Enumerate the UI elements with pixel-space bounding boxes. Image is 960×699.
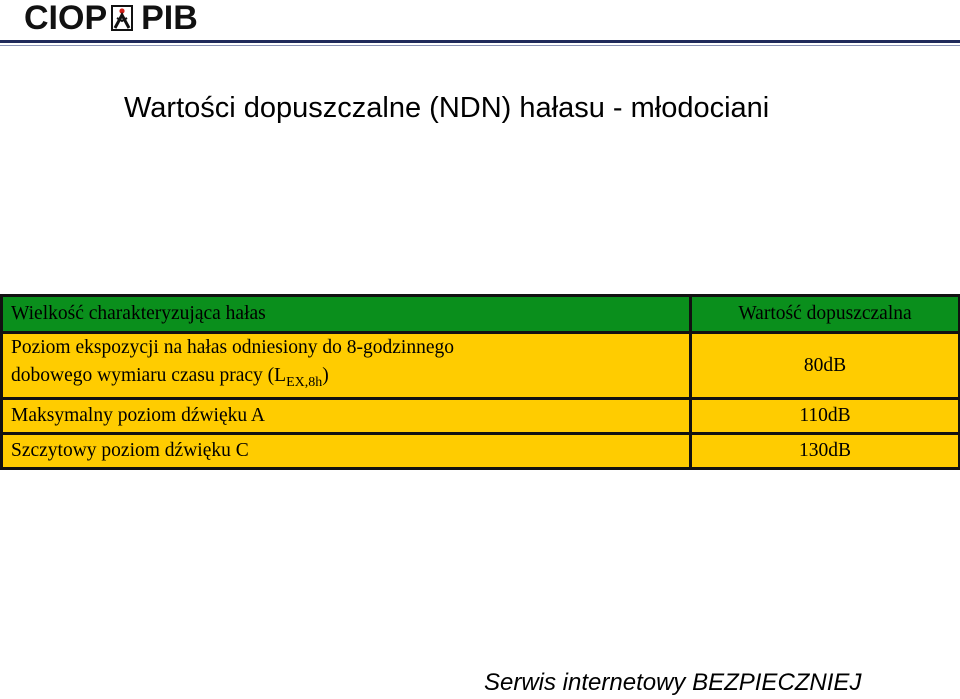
- logo-text-left: CIOP: [24, 0, 108, 37]
- ciop-pib-logo[interactable]: [24, 0, 198, 36]
- table-row: [2, 399, 960, 434]
- header-cell-quantity: Wielkość charakteryzująca hałas: [2, 296, 691, 333]
- footer-service-name: Serwis internetowy BEZPIECZNIEJ: [484, 669, 862, 696]
- row-label-line2: dobowego wymiaru czasu pracy (L: [11, 365, 287, 386]
- row-value-exposure: 80dB: [691, 333, 960, 399]
- logo-text-right: PIB: [141, 0, 198, 37]
- row-value-max-level: 110dB: [691, 399, 960, 434]
- header-bar: [0, 0, 960, 48]
- header-divider: [0, 40, 960, 43]
- row-label-close: ): [322, 365, 329, 386]
- table-row: [2, 434, 960, 469]
- table-header-row: [2, 296, 960, 333]
- row-label-line1: Poziom ekspozycji na hałas odniesiony do 8-godzinnego: [11, 337, 454, 358]
- row-label-subscript: EX,8h: [286, 375, 323, 390]
- row-label-max-level: Maksymalny poziom dźwięku A: [2, 399, 691, 434]
- row-label-peak-level: Szczytowy poziom dźwięku C: [2, 434, 691, 469]
- header-divider-thin: [0, 45, 960, 46]
- row-label-exposure: [2, 333, 691, 399]
- person-logo-icon: [111, 5, 133, 31]
- header-cell-limit: Wartość dopuszczalna: [691, 296, 960, 333]
- noise-limits-table: [0, 294, 960, 470]
- table-row: [2, 333, 960, 399]
- row-value-peak-level: 130dB: [691, 434, 960, 469]
- page-title: Wartości dopuszczalne (NDN) hałasu - młodociani: [124, 92, 770, 124]
